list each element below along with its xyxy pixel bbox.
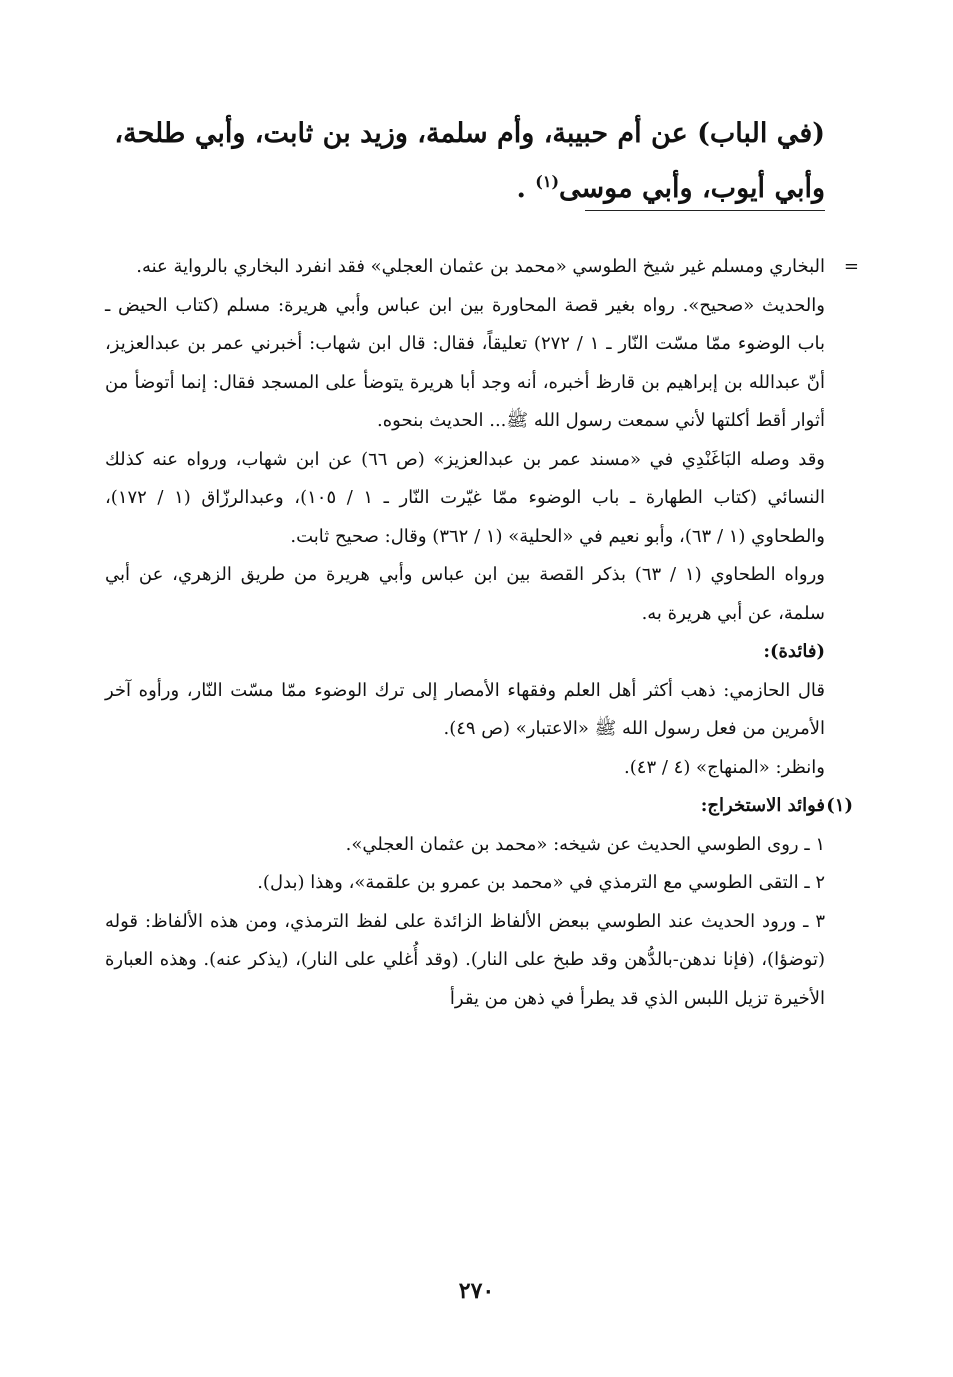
footnote-separator [585,210,825,211]
note-paragraph-1-text: البخاري ومسلم غير شيخ الطوسي «محمد بن عثمان العجلي» فقد انفرد البخاري بالرواية عنه. [136,256,825,277]
note-paragraph-4: ورواه الطحاوي (١ / ٦٣) بذكر القصة بين ابن عباس وأبي هريرة من طريق الزهري، عن أبي سلمة، عن أبي هريرة به. [105,564,825,624]
footnote-item-3: ٣ ـ ورود الحديث عند الطوسي ببعض الألفاظ الزائدة على لفظ الترمذي، ومن هذه الألفاظ: قوله (توضؤا)، (فإنا ندهن-بالدُّهن وقد طبخ على النار). (وقد أُغلي على النار)، (يذكر عنه). وهذه العبارة الأخيرة تزيل اللبس الذي قد يطرأ في ذهن من يقرأ [105,910,825,1009]
note-paragraph-6: قال الحازمي: ذهب أكثر أهل العلم وفقهاء الأمصار إلى ترك الوضوء ممّا مسّت النّار، ورأوه آخر الأمرين من فعل رسول الله ﷺ «الاعتبار» (ص ٤٩). [105,679,825,739]
note-paragraph-2: والحديث «صحيح». رواه بغير قصة المحاورة بين ابن عباس وأبي هريرة: مسلم (كتاب الحيض ـ باب الوضوء ممّا مسّت النّار ـ ١ / ٢٧٢) تعليقاً، فقال: قال ابن شهاب: أخبرني عمر بن عبدالعزيز، أنّ عبدالله بن إبراهيم بن قارظ أخبره، أنه وجد أبا هريرة يتوضأ على المسجد فقال: إنما أتوضأ من أثوار أقط أكلتها لأني سمعت رسول الله ﷺ... الحديث بنحوه. [105,294,826,431]
main-text-line-1: (في الباب) عن أم حبيبة، وأم سلمة، وزيد بن ثابت، وأبي طلحة، [114,118,825,149]
main-text-end: . [516,173,536,204]
note-paragraph-3: وقد وصله البَاغَنْدِي في «مسند عمر بن عبدالعزيز» (ص ٦٦) عن ابن شهاب، ورواه عنه كذلك النسائي (كتاب الطهارة ـ باب الوضوء ممّا غيّرت النّار ـ ١ / ١٠٥)، وعبدالرزّاق (١ / ١٧٢)، والطحاوي (١ / ٦٣)، وأبو نعيم في «الحلية» (١ / ٣٦٢) وقال: صحيح ثابت. [105,448,826,547]
footnote-item-1: ١ ـ روى الطوسي الحديث عن شيخه: «محمد بن عثمان العجلي». [345,833,825,855]
footnote-reference[interactable]: (١) [535,172,560,191]
main-text-line-2 [105,158,825,213]
note-paragraph-1 [105,248,859,287]
footnote-item-2: ٢ ـ التقى الطوسي مع الترمذي في «محمد بن عمرو بن علقمة»، وهذا (بدل). [257,872,825,893]
main-hadith-text [105,110,825,213]
continuation-mark: = [843,256,859,277]
footnote-number: (١) [826,795,853,816]
page-number: ٢٧٠ [458,1278,495,1304]
main-text-line-2-body: وأبي أيوب، وأبي موسى [559,173,825,204]
footnotes-section [105,248,859,1018]
footnote-heading-text: فوائد الاستخراج: [700,795,825,816]
footnote-1-heading [105,787,853,826]
note-paragraph-7: وانظر: «المنهاج» (٤ / ٤٣). [624,756,825,778]
note-heading-benefit: (فائدة): [763,641,825,662]
